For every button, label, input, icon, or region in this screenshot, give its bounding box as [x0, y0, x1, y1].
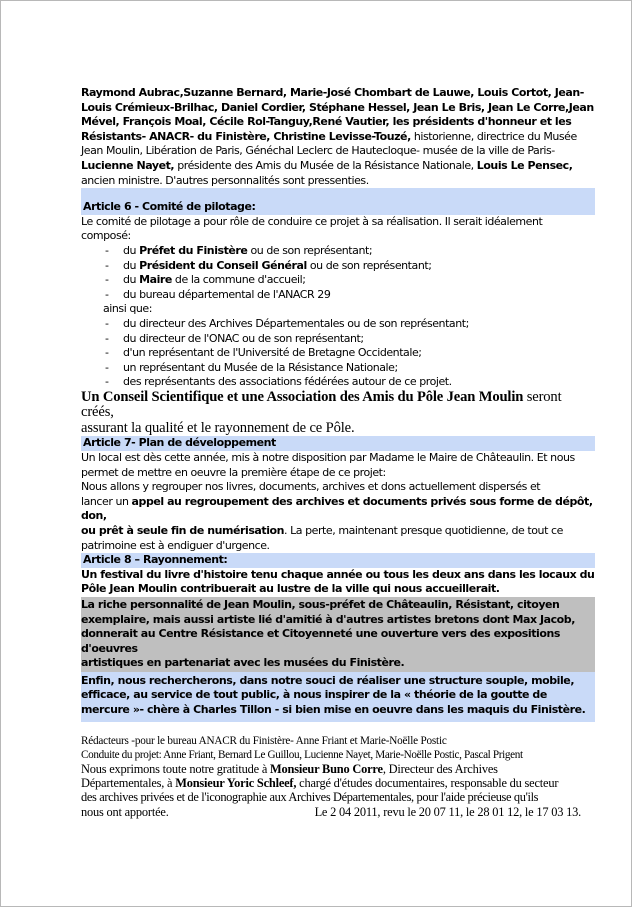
dash-bullet: - [105, 316, 109, 330]
dash-bullet: - [105, 258, 109, 272]
article-6 [81, 200, 595, 436]
article-8 [81, 553, 595, 722]
text-line: assurant la qualité et le rayonnement de ce Pôle. [81, 419, 355, 436]
text-line: ainsi que: [103, 302, 152, 316]
plain-text: Départementales, à [81, 775, 176, 790]
text-line [81, 390, 595, 421]
bold-text: Louis Le Pensec, [476, 158, 573, 172]
plain-text: , Directeur des Archives [382, 761, 498, 776]
plain-text: chargé d'études documentaires, responsable du secteur [296, 775, 559, 790]
dash-bullet: - [105, 287, 109, 301]
article-7 [81, 436, 595, 553]
document-body [81, 86, 595, 819]
plain-text: du [123, 273, 140, 287]
text-line [81, 524, 595, 539]
bold-text: Maire [139, 273, 172, 287]
text-line: efficace, au service de tout public, à nous inspirer de la « théorie de la goutte de [81, 688, 547, 702]
dash-bullet: - [105, 273, 109, 287]
bold-text: Un Conseil Scientifique et une Association des Amis du Pôle Jean Moulin [81, 388, 524, 405]
text-line [81, 495, 595, 524]
text-line [81, 159, 595, 174]
footer [81, 734, 595, 819]
dash-bullet: - [105, 360, 109, 374]
conduite-line: Conduite du projet: Anne Friant, Bernard Le Guillou, Lucienne Nayet, Marie-Noëlle Postic, Pascal Prigent [81, 748, 523, 761]
plain-text: des représentants des associations fédérées autour de ce projet. [123, 375, 452, 389]
bold-text: Monsieur Yoric Schleef, [175, 775, 297, 790]
text-line [81, 762, 595, 776]
list-item [81, 288, 595, 303]
bold-text: Monsieur Buno Corre [270, 761, 383, 776]
blue-highlight-block [81, 672, 595, 722]
article-heading: Article 8 – Rayonnement: [81, 553, 595, 568]
highlight-spacer [81, 188, 595, 200]
text-line: Jean Moulin, Libération de Paris, Généchal Leclerc de Hautecloque- musée de la ville de Paris- [81, 144, 555, 158]
text-line [81, 805, 595, 819]
list-item [81, 375, 595, 390]
plain-text: . La perte, maintenant presque quotidienne, de tout ce [284, 523, 563, 537]
text-line: Un festival du livre d'histoire tenu chaque année ou tous les deux ans dans les locaux du [81, 567, 595, 581]
bold-text: Président du Conseil Général [139, 258, 307, 272]
dash-bullet: - [105, 346, 109, 360]
plain-text: historienne, directrice du Musée [410, 129, 577, 143]
text-line: Mével, François Moal, Cécile Rol-Tanguy,René Vautier, les présidents d'honneur et les [81, 115, 572, 129]
plain-text: du [123, 243, 140, 257]
dash-bullet: - [105, 243, 109, 257]
plain-text: du directeur de l'ONAC ou de son représentant; [123, 331, 364, 345]
plain-text: Nous exprimons toute notre gratitude à [81, 761, 271, 776]
article-heading: Article 7- Plan de développement [81, 436, 595, 451]
plain-text: de la commune d'accueil; [171, 273, 306, 287]
list-item [81, 259, 595, 274]
list-item [81, 332, 595, 347]
text-line: Le comité de pilotage a pour rôle de conduire ce projet à sa réalisation. Il serait idéalement [81, 214, 543, 228]
text-line: exemplaire, mais aussi artiste lié d'amitié à d'autres artistes bretons dont Max Jacob, [81, 612, 575, 626]
plain-text: un représentant du Musée de la Résistance Nationale; [123, 360, 398, 374]
plain-text: ou de son représentant; [306, 258, 432, 272]
text-line: Enfin, nous rechercherons, dans notre souci de réaliser une structure souple, mobile, [81, 673, 575, 687]
plain-text: du directeur des Archives Départementales ou de son représentant; [123, 316, 469, 330]
plain-text: du [123, 258, 140, 272]
dash-bullet: - [105, 375, 109, 389]
list-item [81, 317, 595, 332]
intro-paragraph [81, 86, 595, 188]
list-item [81, 361, 595, 376]
text-line: Nous allons y regrouper nos livres, documents, archives et dons actuellement dispersés et [81, 480, 541, 494]
bold-text: Préfet du Finistère [139, 243, 248, 257]
article-heading: Article 6 - Comité de pilotage: [81, 200, 595, 215]
bold-text: Lucienne Nayet, [81, 158, 175, 172]
plain-text: lancer un [81, 494, 132, 508]
text-line: patrimoine est à endiguer d'urgence. [81, 538, 270, 552]
text-line: mercure »- chère à Charles Tillon - si bien mise en oeuvre dans les maquis du Finistère. [81, 703, 586, 717]
text-line: Raymond Aubrac,Suzanne Bernard, Marie-José Chombart de Lauwe, Louis Cortot, Jean- [81, 86, 584, 99]
text-line [81, 130, 595, 145]
text-line: Louis Crémieux-Brilhac, Daniel Cordier, Stéphane Hessel, Jean Le Bris, Jean Le Corre,Jean [81, 100, 594, 114]
dash-bullet: - [105, 331, 109, 345]
list-item [81, 346, 595, 361]
bold-text: ou prêt à seule fin de numérisation [81, 523, 285, 537]
plain-text: du bureau départemental de l'ANACR 29 [123, 287, 331, 301]
plain-text: nous ont apportée. [81, 804, 169, 819]
text-line: Pôle Jean Moulin contribuerait au lustre de la ville qui nous accueillerait. [81, 582, 500, 596]
list-item [81, 273, 595, 288]
text-line: composé: [81, 229, 131, 243]
text-line [81, 776, 595, 790]
gray-highlight-block [81, 597, 595, 672]
redacteurs-line: Rédacteurs -pour le bureau ANACR du Finistère- Anne Friant et Marie-Noëlle Postic [81, 734, 447, 747]
text-line: Un local est dès cette année, mis à notre disposition par Madame le Maire de Châteaulin. Et nous [81, 450, 575, 464]
text-line: artistiques en partenariat avec les musées du Finistère. [81, 656, 405, 670]
plain-text: présidente des Amis du Musée de la Résistance Nationale, [174, 158, 477, 172]
plain-text: d'un représentant de l'Université de Bretagne Occidentale; [123, 346, 422, 360]
text-line: ancien ministre. D'autres personnalités sont pressenties. [81, 173, 369, 187]
list-item [81, 244, 595, 259]
plain-text: ou de son représentant; [247, 243, 373, 257]
bold-text: appel au regroupement des archives et documents privés sous forme de dépôt, don, [81, 494, 593, 523]
bold-text: Résistants- ANACR- du Finistère, Christine Levisse-Touzé, [81, 129, 411, 143]
text-line: donnerait au Centre Résistance et Citoyenneté une ouverture vers des expositions d'oeuvres [81, 627, 560, 655]
date-text: Le 2 04 2011, revu le 20 07 11, le 28 01 12, le 17 03 13. [314, 804, 581, 819]
text-line: permet de mettre en oeuvre la première étape de ce projet: [81, 465, 386, 479]
text-line: La riche personnalité de Jean Moulin, sous-préfet de Châteaulin, Résistant, citoyen [81, 597, 560, 611]
plain-text: seront créés, [81, 388, 562, 421]
text-line: des archives privées et de l'iconographie aux Archives Départementales, pour l'aide précieuse qu'ils [81, 790, 539, 805]
